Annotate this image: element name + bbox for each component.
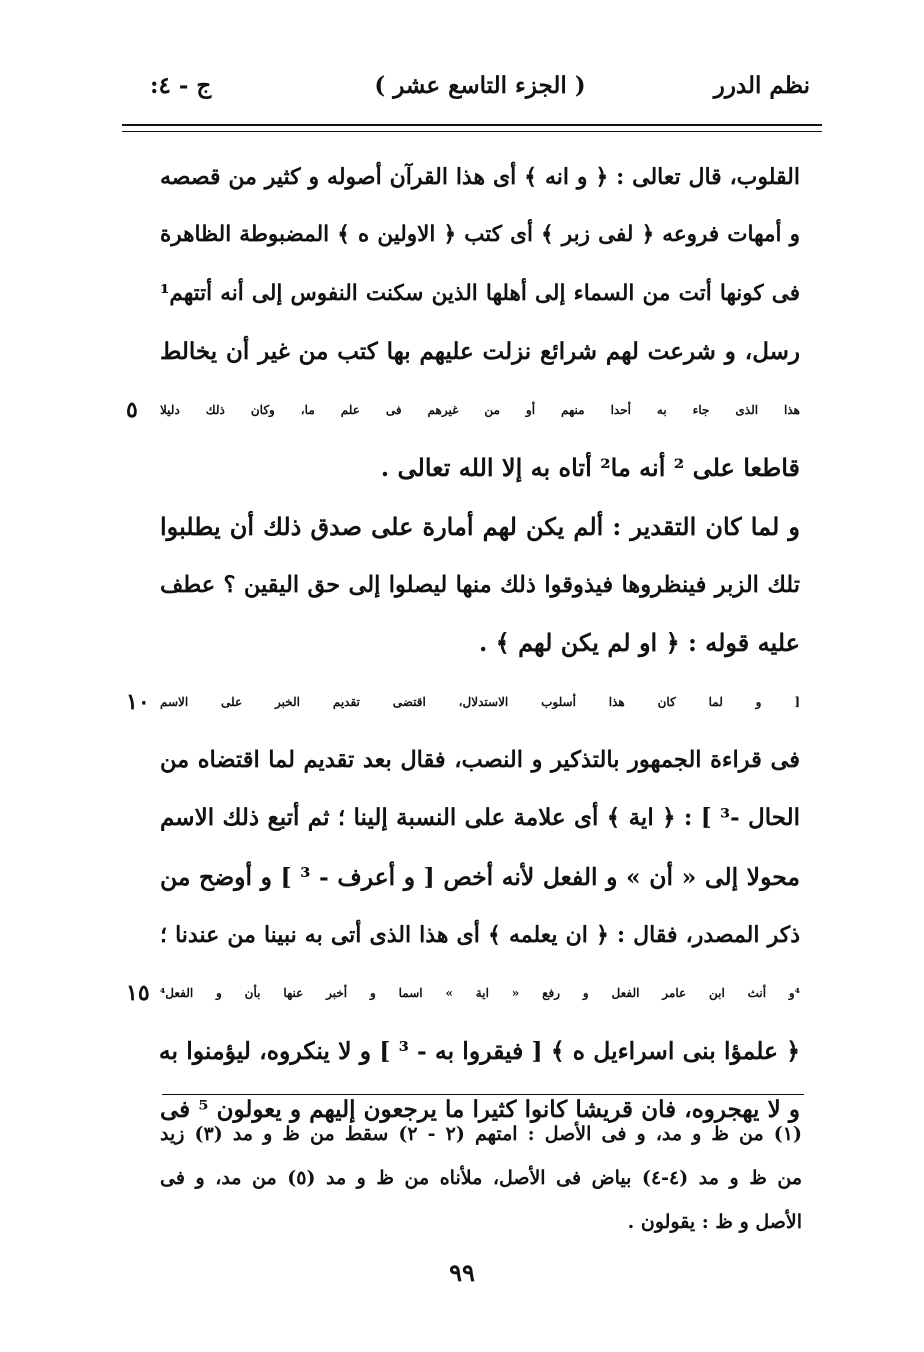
text-line-content: ⁴و أنث ابن عامر الفعل و رفع « اية » اسما و أخبر عنها بأن و الفعل⁴	[160, 986, 800, 1001]
text-line-content: عليه قوله : ﴿ او لم يكن لهم ﴾ .	[478, 628, 800, 658]
header-rule-thin	[122, 131, 822, 132]
footnote-line: (١) من ظ و مد، و فى الأصل : امتهم (٢ - ٢) سقط من ظ و مد (٣) زيد	[160, 1123, 802, 1145]
part-title: ( الجزء التاسع عشر )	[374, 72, 586, 99]
text-line	[160, 498, 800, 556]
text-line-content: محولا إلى « أن » و الفعل لأنه أخص [ و أعرف - ³ ] و أوضح من	[160, 862, 800, 891]
text-line	[160, 731, 800, 789]
text-line-content: فى كونها أتت من السماء إلى أهلها الذين سكنت النفوس إلى أنه أتتهم¹	[160, 280, 800, 306]
text-line	[160, 906, 800, 964]
line-number: ٥	[126, 397, 138, 424]
line-number: ١٥	[126, 980, 150, 1007]
book-title: نظم الدرر	[713, 72, 810, 99]
text-line	[126, 964, 800, 1022]
text-line-content: هذا الذى جاء به أحدا منهم أو من غيرهم فى علم ما، وكان ذلك دليلا	[160, 403, 800, 418]
text-line-content: الحال -³ ] : ﴿ اية ﴾ أى علامة على النسبة إلينا ؛ ثم أتبع ذلك الاسم	[160, 804, 800, 832]
text-line-content: القلوب، قال تعالى : ﴿ و انه ﴾ أى هذا القرآن أصوله و كثير من قصصه	[160, 164, 800, 190]
text-line	[126, 673, 800, 731]
text-line-content: و لا يهجروه، فان قريشا كانوا كثيرا ما يرجعون إليهم و يعولون ⁵ فى	[160, 1095, 800, 1123]
text-line-content: ﴿ علمؤا بنى اسراءيل ه ﴾ [ فيقروا به - ³ ] و لا ينكروه، ليؤمنوا به	[158, 1037, 800, 1066]
text-line	[126, 381, 800, 439]
text-line	[160, 323, 800, 381]
text-line	[160, 148, 800, 206]
text-line-content: تلك الزبر فينظروها فيذوقوا ذلك منها ليصلوا إلى حق اليقين ؟ عطف	[160, 572, 800, 599]
text-line	[160, 439, 800, 497]
main-text	[126, 148, 800, 1139]
header-rule-thick	[122, 124, 822, 126]
text-line	[160, 614, 800, 672]
footnotes	[160, 1112, 802, 1244]
text-line	[160, 1022, 800, 1080]
running-header	[150, 72, 810, 112]
text-line-content: و أمهات فروعه ﴿ لفى زبر ﴾ أى كتب ﴿ الاولين ه ﴾ المضبوطة الظاهرة	[160, 222, 800, 248]
text-line-content: [ و لما كان هذا أسلوب الاستدلال، اقتضى تقديم الخبر على الاسم	[160, 694, 800, 709]
footnote-rule	[162, 1094, 804, 1095]
text-line-content: قاطعا على ² أنه ما² أتاه به إلا الله تعالى .	[380, 453, 800, 483]
line-number: ١٠	[126, 688, 150, 715]
text-line	[160, 848, 800, 906]
text-line-content: ذكر المصدر، فقال : ﴿ ان يعلمه ﴾ أى هذا الذى أتى به نبينا من عندنا ؛	[160, 921, 800, 948]
text-line	[160, 265, 800, 323]
footnote-line: الأصل و ظ : يقولون .	[627, 1211, 802, 1233]
volume-label: ج - ٤:	[150, 72, 212, 99]
footnote-line: من ظ و مد (٤-٤) بياض فى الأصل، ملأناه من ظ و مد (٥) من مد، و فى	[160, 1167, 802, 1189]
text-line-content: و لما كان التقدير : ألم يكن لهم أمارة على صدق ذلك أن يطلبوا	[160, 511, 800, 541]
text-line	[160, 206, 800, 264]
text-line	[160, 789, 800, 847]
text-line-content: فى قراءة الجمهور بالتذكير و النصب، فقال بعد تقديم لما اقتضاه من	[160, 746, 800, 773]
text-line-content: رسل، و شرعت لهم شرائع نزلت عليهم بها كتب من غير أن يخالط	[160, 337, 800, 365]
page-number: ٩٩	[449, 1258, 475, 1287]
text-line	[160, 556, 800, 614]
